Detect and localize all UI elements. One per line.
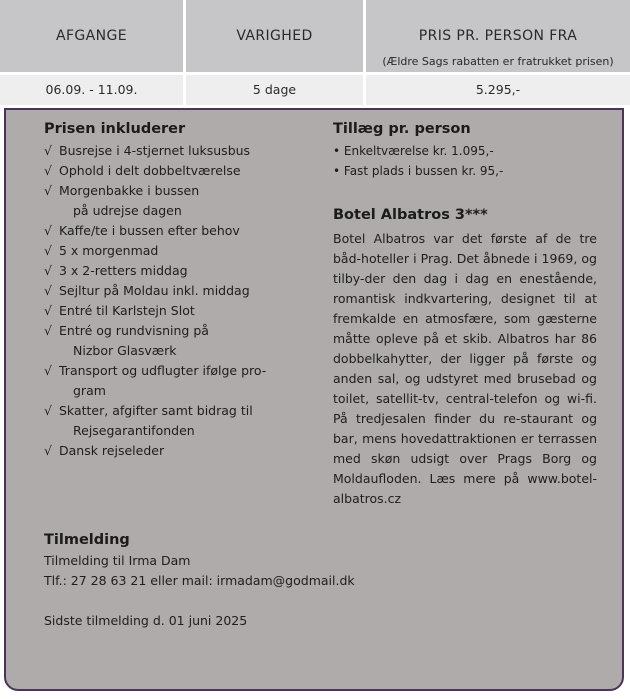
include-item-continuation: Rejsegarantifonden [73, 423, 195, 438]
header-departures-label: AFGANGE [55, 28, 128, 44]
supplements-list [333, 141, 503, 181]
header-duration-label: VARIGHED [236, 28, 313, 44]
include-item [44, 181, 314, 221]
include-item [44, 441, 314, 461]
include-item [44, 301, 314, 321]
include-item-continuation: Nizbor Glasværk [73, 343, 177, 358]
header-duration [186, 0, 363, 72]
include-item-continuation: gram [73, 383, 106, 398]
include-item-text: Skatter, afgifter samt bidrag til [59, 403, 253, 418]
include-item-text: Dansk rejseleder [59, 443, 165, 458]
hotel-description: Botel Albatros var det første af de tre båd-hoteller i Prag. Det åbnede i 1969, og tilby-der den dag i dag en enestående, romantisk indkvartering, designet til at fremkalde en atmosfære, som gæsterne måtte opleve på et skib. Albatros har 86 dobbelkahytter, der ligger på første og anden sal, og udstyret med brusebad og toilet, satellit-tv, central-telefon og wi-fi. På tredjesalen finder du re-staurant og bar, mens hovedattraktionen er terrassen med skøn udsigt over Prags Borg og Moldaufloden. Læs mere på www.botel-albatros.cz [333, 231, 597, 506]
duration-cell: 5 dage [186, 75, 363, 105]
supplement-item: • Enkeltværelse kr. 1.095,- [333, 141, 503, 161]
signup-phone-mail: Tlf.: 27 28 63 21 eller mail: irmadam@godmail.dk [44, 573, 355, 588]
include-item [44, 361, 314, 401]
include-item-text: Morgenbakke i bussen [59, 183, 200, 198]
signup-deadline: Sidste tilmelding d. 01 juni 2025 [44, 613, 248, 628]
price-note: (Ældre Sags rabatten er fratrukket prisen) [382, 55, 614, 68]
includes-heading: Prisen inkluderer [44, 121, 186, 137]
include-item-text: Entré og rundvisning på [59, 323, 209, 338]
include-item-text: Ophold i delt dobbeltværelse [59, 163, 241, 178]
include-item-text: 3 x 2-retters middag [59, 263, 188, 278]
departure-date-cell: 06.09. - 11.09. [0, 75, 183, 105]
include-item-text: Busrejse i 4-stjernet luksusbus [59, 143, 251, 158]
include-item-text: Kaffe/te i bussen efter behov [59, 223, 240, 238]
include-item-text: Transport og udflugter ifølge pro- [59, 363, 267, 378]
header-price-label: PRIS PR. PERSON FRA [418, 28, 578, 44]
header-departures [0, 0, 183, 72]
supplements-heading: Tillæg pr. person [333, 121, 471, 137]
include-item [44, 141, 314, 161]
include-item [44, 401, 314, 441]
include-item-continuation: på udrejse dagen [73, 203, 182, 218]
include-item-text: 5 x morgenmad [59, 243, 159, 258]
include-item [44, 321, 314, 361]
signup-heading: Tilmelding [44, 532, 130, 548]
header-price [366, 0, 630, 72]
includes-list [44, 141, 314, 461]
include-item [44, 161, 314, 181]
include-item-text: Entré til Karlstejn Slot [59, 303, 195, 318]
include-item [44, 281, 314, 301]
include-item [44, 241, 314, 261]
signup-contact: Tilmelding til Irma Dam [44, 553, 191, 568]
hotel-heading: Botel Albatros 3*** [333, 207, 488, 223]
include-item-text: Sejltur på Moldau inkl. middag [59, 283, 250, 298]
include-item [44, 261, 314, 281]
include-item [44, 221, 314, 241]
price-cell: 5.295,- [366, 75, 630, 105]
supplement-item: • Fast plads i bussen kr. 95,- [333, 161, 503, 181]
